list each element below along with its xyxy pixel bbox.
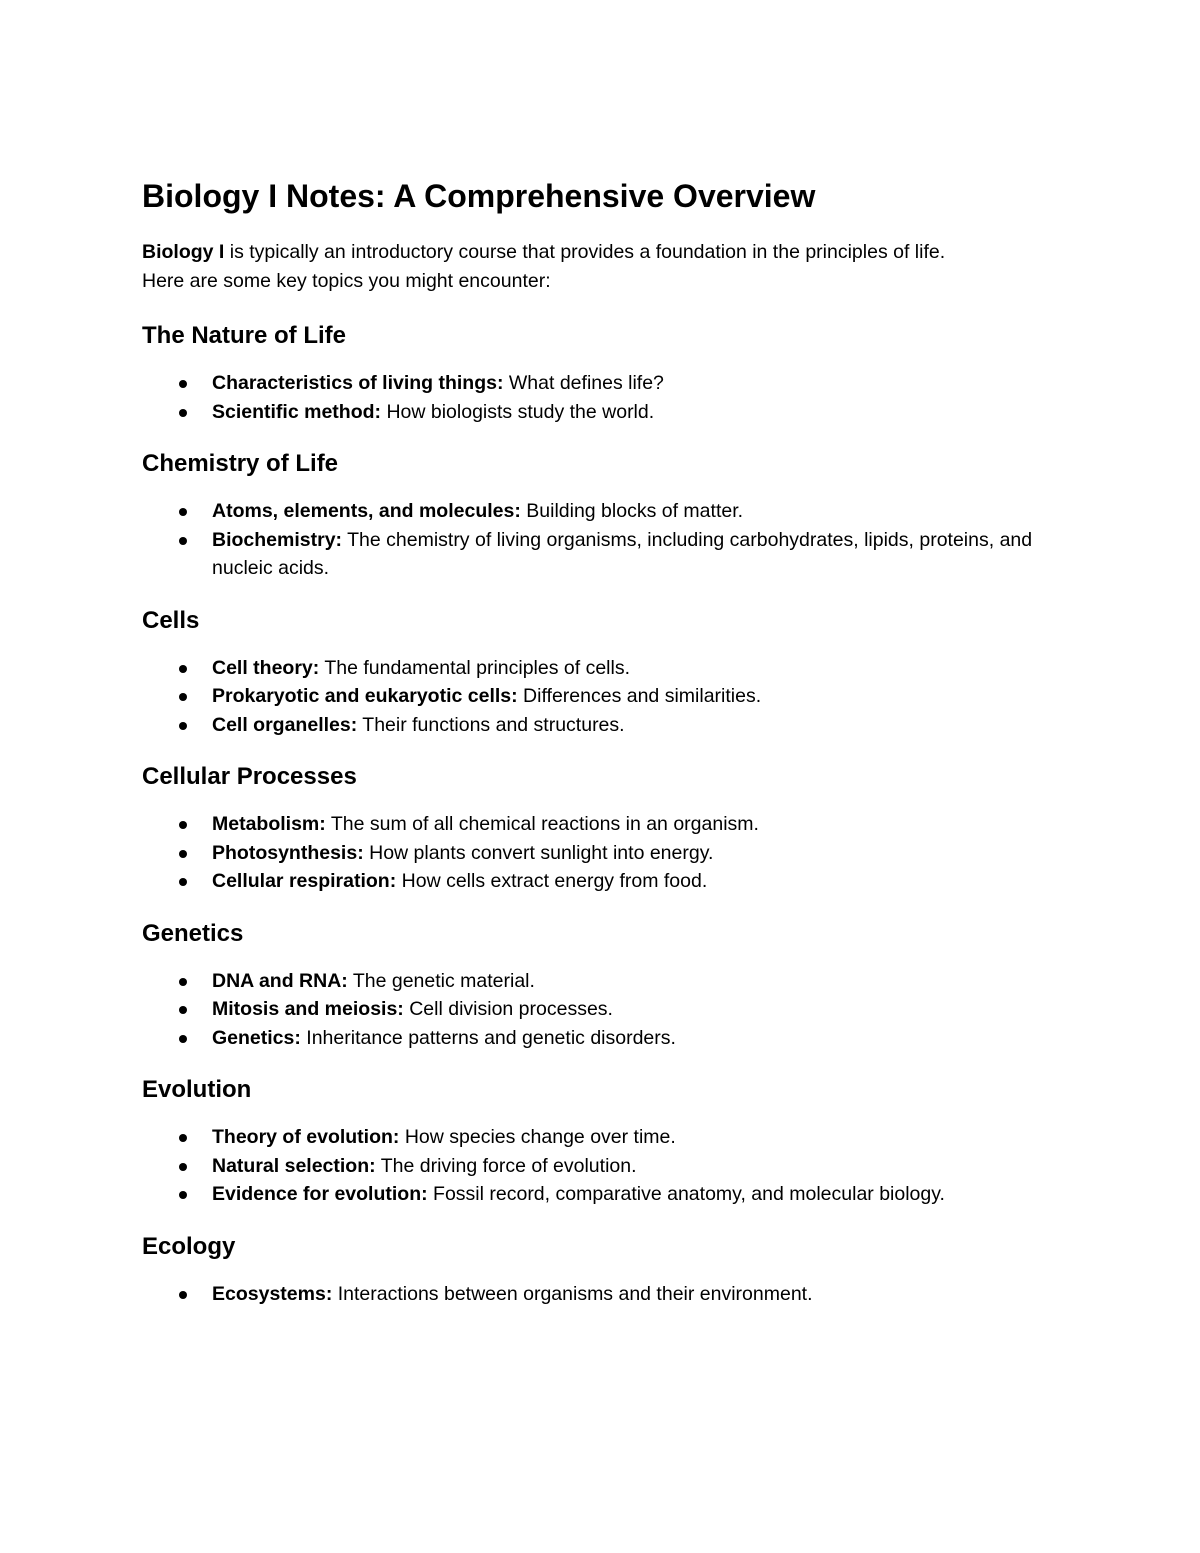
- bullet-list: [142, 654, 1062, 740]
- list-item: [142, 867, 1062, 896]
- intro-bold-lead: Biology I: [142, 241, 225, 263]
- item-term: Photosynthesis:: [212, 841, 364, 864]
- bullet-icon: [179, 1291, 187, 1299]
- item-term: Prokaryotic and eukaryotic cells:: [212, 685, 518, 707]
- bullet-list: [142, 1280, 1062, 1309]
- document-page: [142, 176, 1062, 1331]
- bullet-icon: [179, 722, 187, 730]
- bullet-list: [142, 497, 1062, 583]
- item-description: The chemistry of living organisms, including carbohydrates, lipids, proteins, and nucleic acids.: [212, 528, 1033, 579]
- item-term: Atoms, elements, and molecules:: [212, 500, 521, 522]
- item-term: Cell organelles:: [212, 713, 358, 736]
- bullet-icon: [179, 1134, 187, 1142]
- section-heading: Ecology: [142, 1232, 236, 1260]
- bullet-icon: [179, 380, 187, 388]
- page-title: Biology I Notes: A Comprehensive Overview: [142, 178, 816, 214]
- list-item: [142, 1024, 1062, 1053]
- section-heading: Genetics: [142, 919, 244, 947]
- list-item: [142, 839, 1062, 868]
- list-item: [142, 1123, 1062, 1152]
- bullet-list: [142, 1123, 1062, 1209]
- list-item: [142, 711, 1062, 740]
- bullet-icon: [179, 978, 187, 986]
- item-term: Characteristics of living things:: [212, 372, 504, 394]
- item-term: DNA and RNA:: [212, 969, 348, 992]
- list-item: [142, 682, 1062, 711]
- bullet-icon: [179, 878, 187, 886]
- item-description: The genetic material.: [347, 969, 535, 992]
- item-description: How species change over time.: [399, 1126, 676, 1148]
- list-item: [142, 654, 1062, 683]
- list-item: [142, 497, 1062, 526]
- bullet-icon: [179, 850, 187, 858]
- bullet-icon: [179, 1163, 187, 1171]
- bullet-icon: [179, 1006, 187, 1014]
- list-item: [142, 1180, 1062, 1209]
- bullet-icon: [179, 508, 187, 516]
- list-item: [142, 369, 1062, 398]
- item-description: The fundamental principles of cells.: [319, 656, 631, 679]
- intro-paragraph: [142, 238, 1062, 295]
- list-item: [142, 967, 1062, 996]
- item-term: Genetics:: [212, 1026, 301, 1049]
- bullet-icon: [179, 1191, 187, 1199]
- item-description: The driving force of evolution.: [375, 1154, 637, 1177]
- intro-text-line2: Here are some key topics you might encounter:: [142, 269, 551, 292]
- bullet-list: [142, 369, 1062, 426]
- item-term: Metabolism:: [212, 813, 326, 835]
- item-term: Scientific method:: [212, 400, 382, 423]
- item-description: What defines life?: [503, 372, 664, 394]
- item-description: Interactions between organisms and their environment.: [332, 1282, 813, 1305]
- bullet-icon: [179, 537, 187, 545]
- item-term: Ecosystems:: [212, 1282, 333, 1305]
- bullet-icon: [179, 1035, 187, 1043]
- list-item: [142, 1152, 1062, 1181]
- section-heading: Chemistry of Life: [142, 450, 339, 477]
- item-description: The sum of all chemical reactions in an organism.: [325, 813, 759, 835]
- bullet-icon: [179, 821, 187, 829]
- bullet-icon: [179, 665, 187, 673]
- list-item: [142, 995, 1062, 1024]
- item-description: Cell division processes.: [403, 998, 613, 1020]
- section-heading: Cellular Processes: [142, 763, 357, 790]
- item-term: Cellular respiration:: [212, 870, 397, 892]
- item-term: Theory of evolution:: [212, 1126, 400, 1148]
- item-description: Differences and similarities.: [517, 685, 762, 707]
- item-description: How plants convert sunlight into energy.: [363, 841, 714, 864]
- item-description: How cells extract energy from food.: [396, 870, 708, 892]
- section-heading: The Nature of Life: [142, 322, 347, 349]
- bullet-list: [142, 810, 1062, 896]
- bullet-icon: [179, 409, 187, 417]
- list-item: [142, 398, 1062, 427]
- list-item: [142, 1280, 1062, 1309]
- item-term: Biochemistry:: [212, 528, 343, 551]
- item-term: Cell theory:: [212, 656, 320, 679]
- list-item: [142, 526, 1062, 583]
- item-term: Evidence for evolution:: [212, 1183, 428, 1205]
- item-description: Inheritance patterns and genetic disorders.: [300, 1026, 676, 1049]
- section-heading: Evolution: [142, 1076, 252, 1103]
- list-item: [142, 810, 1062, 839]
- bullet-list: [142, 967, 1062, 1053]
- item-description: Building blocks of matter.: [520, 500, 744, 522]
- intro-text-line1: is typically an introductory course that provides a foundation in the principles of life.: [224, 241, 946, 263]
- item-description: Their functions and structures.: [357, 713, 625, 736]
- item-term: Natural selection:: [212, 1154, 376, 1177]
- bullet-icon: [179, 693, 187, 701]
- section-heading: Cells: [142, 606, 200, 634]
- item-term: Mitosis and meiosis:: [212, 998, 404, 1020]
- item-description: How biologists study the world.: [381, 400, 655, 423]
- item-description: Fossil record, comparative anatomy, and molecular biology.: [427, 1183, 945, 1205]
